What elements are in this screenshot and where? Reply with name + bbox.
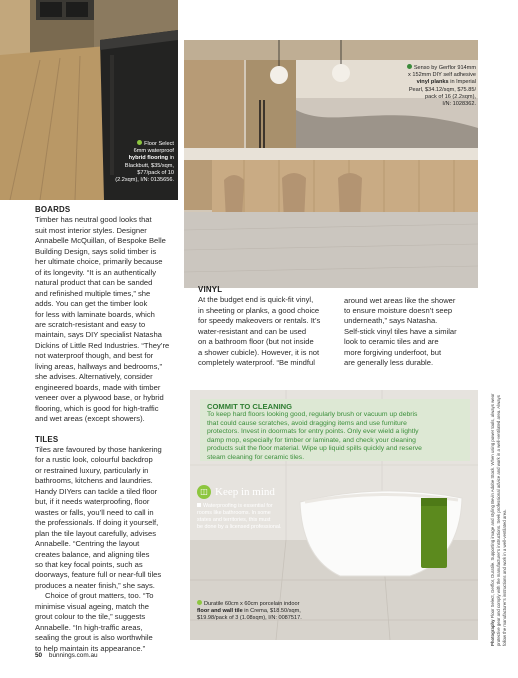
bullet-icon	[407, 64, 412, 69]
body-line: grout colour to the tile,” suggests	[35, 612, 146, 622]
body-line: her ultimate choice, primarily because	[35, 257, 163, 267]
caption-text: x 152mm DIY self adhesive	[408, 72, 476, 79]
body-line: completely waterproof. “Be mindful	[198, 358, 315, 368]
body-line: bathrooms, kitchens and laundries.	[35, 476, 153, 486]
body-line: Annabelle. “Centring the layout	[35, 539, 140, 549]
body-line: and refinished multiple times,” she	[35, 288, 151, 298]
body-line: Timber has neutral good looks that	[35, 215, 152, 225]
caption-text: pack of 16 (2.2sqm),	[425, 93, 476, 100]
caption-product: vinyl planks	[416, 79, 449, 86]
info-icon: ◫	[197, 485, 211, 499]
vinyl-column-1	[198, 285, 338, 369]
caption-product: floor and wall tile	[197, 608, 243, 615]
tiles-body	[35, 445, 195, 654]
caption-text: (2.2sqm), I/N: 0135656.	[115, 177, 174, 184]
body-line: minimise visual ageing, match the	[35, 601, 149, 611]
body-line: adds. You can get the timber look	[35, 299, 148, 309]
cleaning-tip-box	[200, 399, 470, 461]
photo1-caption	[94, 140, 174, 184]
body-line: in sheeting or planks, a good choice	[198, 305, 320, 315]
body-line: maintain, says DIY specialist Natasha	[35, 330, 162, 340]
keep-in-mind-callout	[197, 485, 307, 531]
body-line: At the budget end is quick-fit vinyl,	[198, 295, 314, 305]
body-line: on a bathroom floor (but not inside	[198, 337, 314, 347]
photo2-caption	[380, 64, 476, 108]
body-line: for speedy makeovers or rentals. It’s	[198, 316, 321, 326]
body-line: a shower cubicle). However, it is not	[198, 347, 320, 357]
body-line: suit most interior styles. Designer	[35, 225, 147, 235]
body-line: and wet areas (except showers).	[35, 414, 145, 424]
body-line: for a rustic look, colourful backdrop	[35, 455, 153, 465]
body-line: flooring, which is good for high-traffic	[35, 403, 159, 413]
caption-product: hybrid flooring	[128, 155, 169, 162]
body-line: underneath,” says Natasha.	[344, 316, 438, 326]
body-line: sealing the grout is also worthwhile	[35, 633, 153, 643]
note-line: Waterproofing is essential for	[203, 503, 273, 509]
body-line: she advises. Alternatively, consider	[35, 372, 153, 382]
bullet-icon	[137, 140, 142, 145]
body-line: or restrained luxury, particularly in	[35, 465, 149, 475]
body-line: more forgiving underfoot, but	[344, 347, 442, 357]
caption-text: $77/pack of 10	[137, 169, 174, 176]
keep-in-mind-title: Keep in mind	[215, 486, 275, 498]
body-line: are generally less durable.	[344, 358, 434, 368]
note-line: rooms like bathrooms. In some	[197, 510, 271, 516]
body-line: veneer over a plywood base, or hybrid	[35, 393, 164, 403]
caption-text: Floor Select	[144, 141, 174, 147]
body-line: but, if it needs waterproofing, floor	[35, 497, 150, 507]
body-line: the professionals. If doing it yourself,	[35, 518, 159, 528]
body-line: natural product that can be sanded	[35, 278, 153, 288]
body-line: Self-stick vinyl tiles have a similar	[344, 326, 457, 336]
body-line: plan the tile layout carefully, advises	[35, 528, 157, 538]
caption-text: Pearl, $34.12/sqm, $75.85/	[408, 86, 476, 93]
boards-body	[35, 215, 195, 424]
hybrid-flooring-photo	[0, 0, 178, 200]
caption-text: in	[168, 155, 174, 162]
body-line: engineered boards, made with timber	[35, 382, 161, 392]
vinyl-column-2	[344, 296, 478, 369]
tip-line: that could cause scratches, avoid dragging items and use furniture	[207, 419, 407, 427]
body-line: produces a neater finish,” she says.	[35, 580, 155, 590]
body-line: to ensure moisture doesn’t seep	[344, 305, 453, 315]
tip-line: steam cleaning for ceramic tiles.	[207, 453, 305, 461]
credit-text: Floor Select, Gerflor, Duratile. Supporting image and styling Bevin Adobe Stock. When using power tools, always wear protective gear and comply with the manufacturer's instructions. Seek professional advice and work in a well-ventilated area. Always follow the manufacturer's instructions and work in a well-ventilated area.	[490, 393, 507, 646]
page-number: 50	[35, 652, 43, 659]
bullet-icon	[197, 600, 202, 605]
vinyl-heading: VINYL	[198, 285, 223, 294]
body-line: doorways, feature full or near-full tiles	[35, 570, 162, 580]
body-line: Tiles are favoured by those hankering	[35, 444, 162, 454]
tip-body	[207, 411, 465, 463]
body-line: for less with laminate boards, which	[35, 309, 155, 319]
caption-text: I/N: 1028362.	[442, 101, 476, 108]
photo3-caption	[197, 600, 357, 623]
caption-text: $19.98/pack of 3 (1.08sqm), I/N: 0087517.	[197, 615, 302, 622]
body-line: Building Design, says solid timber is	[35, 246, 157, 256]
credit-lead: Photography	[490, 619, 495, 646]
caption-text: Senso by Gerflor 914mm	[413, 65, 476, 71]
tip-line: products suit the floor material. Wipe up liquid spills quickly and reserve	[207, 445, 422, 453]
bullet-icon	[197, 503, 201, 507]
boards-heading: BOARDS	[35, 205, 71, 214]
caption-text: 6mm waterproof	[133, 148, 174, 155]
photo-credit-strip	[490, 392, 512, 646]
tip-line: protectors. Invest in doormats for entry points. Only ever wield a lightly	[207, 428, 419, 436]
caption-text: in Imperial	[448, 79, 476, 86]
body-line: not waterproof though, and best for	[35, 351, 154, 361]
caption-text: in Crema, $18.50/sqm,	[242, 608, 301, 615]
body-line: living areas, hallways and bedrooms,”	[35, 361, 163, 371]
site-url[interactable]: bunnings.com.au	[48, 652, 98, 659]
body-line: Handy DIYers can tackle a tiled floor	[35, 486, 158, 496]
body-line: water-resistant and can be used	[198, 326, 307, 336]
body-line: Annabelle. “In high-traffic areas,	[35, 622, 143, 632]
caption-text: Duratile 60cm x 60cm porcelain indoor	[204, 601, 300, 607]
page-footer	[35, 652, 98, 659]
tip-line: damp mop, especially for timber or laminate, and check your cleaning	[207, 436, 416, 444]
body-line: wastes or falls, you’ll need to call in	[35, 507, 154, 517]
body-line: of its longevity. “It is an authentically	[35, 267, 156, 277]
tip-line: To keep hard floors looking good, regularly brush or vacuum up debris	[207, 411, 418, 418]
body-line: Annabelle McQuillan, of Bespoke Belle	[35, 236, 166, 246]
vinyl-planks-photo	[184, 40, 478, 288]
body-line: so that key focal points, such as	[35, 559, 143, 569]
photo-credit	[490, 392, 512, 646]
tiles-heading: TILES	[35, 434, 59, 444]
body-line: to help maintain its appearance.”	[35, 643, 146, 653]
note-line: be done by a licensed professional.	[197, 524, 282, 530]
body-line: creates balance, and aligning tiles	[35, 549, 150, 559]
body-line: Dickins of Little Red Industries. “They’re	[35, 340, 170, 350]
body-line: around wet areas like the shower	[344, 295, 456, 305]
caption-text: Blackbutt, $35/sqm,	[124, 162, 174, 169]
body-line: Choice of grout matters, too. “To	[45, 591, 154, 601]
body-line: look to ceramic tiles and are	[344, 337, 439, 347]
left-column	[35, 205, 195, 654]
note-line: states and territories, this must	[197, 517, 271, 523]
body-line: are scratch-resistant and easy to	[35, 319, 146, 329]
tip-title: COMMIT TO CLEANING	[207, 402, 293, 411]
